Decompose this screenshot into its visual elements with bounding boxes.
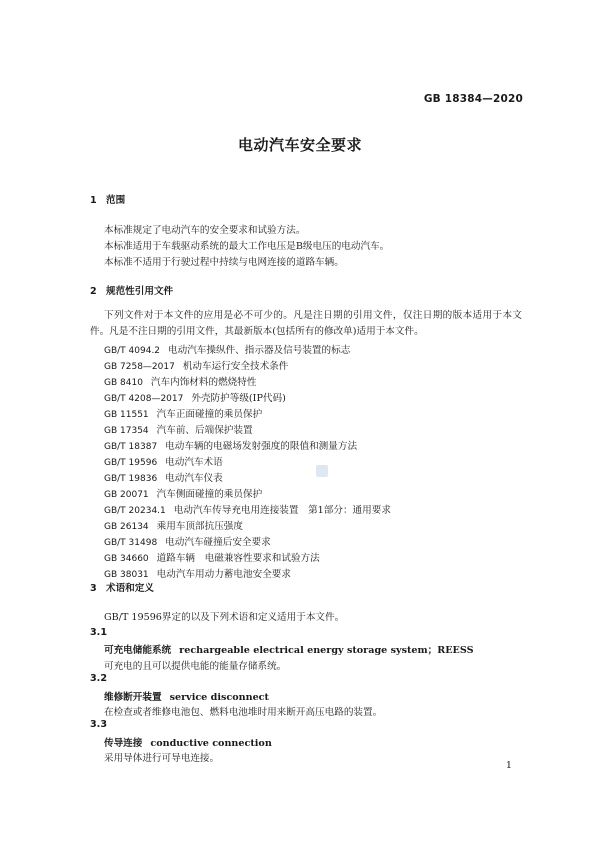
reference-item	[104, 502, 391, 516]
reference-item	[104, 390, 286, 404]
reference-title: 电动汽车碰撞后安全要求	[165, 537, 271, 548]
section-number: 2	[90, 286, 97, 297]
section-number: 3	[90, 583, 97, 594]
reference-title: 电动汽车术语	[165, 457, 223, 468]
section-heading-scope	[90, 192, 125, 206]
term-number: 3.3	[90, 719, 107, 730]
reference-code: GB/T 18387	[104, 442, 158, 452]
reference-code: GB/T 19596	[104, 458, 158, 468]
reference-title: 电动汽车仪表	[165, 473, 223, 484]
reference-title: 汽车正面碰撞的乘员保护	[156, 409, 263, 420]
document-title: 电动汽车安全要求	[237, 136, 362, 154]
section-title: 范围	[106, 195, 126, 206]
term-en: conductive connection	[150, 738, 272, 749]
reference-code: GB/T 4208—2017	[104, 394, 184, 404]
normative-references-intro: 下列文件对于本文件的应用是必不可少的。凡是注日期的引用文件，仅注日期的版本适用于本文件。凡是不注日期的引用文件，其最新版本(包括所有的修改单)适用于本文件。	[90, 310, 522, 337]
term-zh: 可充电储能系统	[104, 645, 172, 656]
term-en: rechargeable electrical energy storage system；REESS	[179, 645, 474, 656]
page-number: 1	[505, 760, 512, 771]
reference-code: GB/T 31498	[104, 538, 158, 548]
term-definition: 在检查或者维修电池包、燃料电池堆时用来断开高压电路的装置。	[104, 707, 383, 718]
reference-code: GB 26134	[104, 522, 149, 532]
reference-code: GB/T 20234.1	[104, 506, 166, 516]
section-title: 规范性引用文件	[106, 286, 174, 297]
term-entry	[104, 689, 269, 703]
term-number: 3.1	[90, 627, 107, 638]
term-definition: 采用导体进行可导电连接。	[104, 753, 220, 764]
term-entry	[104, 642, 474, 656]
term-entry	[104, 735, 272, 749]
section-heading-normative-references	[90, 283, 173, 297]
terms-intro: GB/T 19596界定的以及下列术语和定义适用于本文件。	[104, 612, 345, 623]
scope-paragraph: 本标准规定了电动汽车的安全要求和试验方法。	[104, 225, 306, 236]
reference-item	[104, 470, 223, 484]
reference-item	[104, 550, 320, 564]
reference-item	[104, 534, 271, 548]
reference-item	[104, 486, 262, 500]
watermark-mark	[316, 465, 328, 477]
scope-paragraph: 本标准不适用于行驶过程中持续与电网连接的道路车辆。	[104, 257, 344, 268]
reference-title: 电动汽车传导充电用连接装置 第1部分：通用要求	[173, 505, 391, 516]
term-definition: 可充电的且可以提供电能的能量存储系统。	[104, 661, 287, 672]
reference-item	[104, 454, 223, 468]
reference-code: GB 17354	[104, 426, 149, 436]
reference-item	[104, 438, 357, 452]
reference-item	[104, 358, 288, 372]
reference-code: GB 34660	[104, 554, 149, 564]
reference-code: GB/T 19836	[104, 474, 158, 484]
reference-title: 外壳防护等级(IP代码)	[191, 393, 286, 404]
standard-number: GB 18384—2020	[423, 93, 523, 105]
reference-title: 电动汽车操纵件、指示器及信号装置的标志	[168, 345, 351, 356]
reference-code: GB/T 4094.2	[104, 346, 161, 356]
term-zh: 维修断开装置	[104, 692, 162, 703]
term-en: service disconnect	[169, 692, 269, 703]
reference-code: GB 8410	[104, 378, 143, 388]
reference-code: GB 20071	[104, 490, 149, 500]
section-heading-terms	[90, 580, 154, 594]
reference-title: 汽车前、后端保护装置	[156, 425, 253, 436]
reference-title: 汽车内饰材料的燃烧特性	[150, 377, 257, 388]
reference-title: 机动车运行安全技术条件	[182, 361, 289, 372]
reference-item	[104, 422, 253, 436]
reference-title: 道路车辆 电磁兼容性要求和试验方法	[156, 553, 320, 564]
term-number: 3.2	[90, 673, 107, 684]
section-number: 1	[90, 195, 97, 206]
reference-code: GB 11551	[104, 410, 149, 420]
reference-item	[104, 374, 256, 388]
reference-title: 电动车辆的电磁场发射强度的限值和测量方法	[165, 441, 358, 452]
reference-title: 汽车侧面碰撞的乘员保护	[156, 489, 263, 500]
reference-code: GB 7258—2017	[104, 362, 175, 372]
reference-item	[104, 342, 350, 356]
term-zh: 传导连接	[104, 738, 143, 749]
reference-item	[104, 566, 291, 580]
reference-item	[104, 518, 243, 532]
reference-title: 电动汽车用动力蓄电池安全要求	[156, 569, 291, 580]
scope-paragraph: 本标准适用于车载驱动系统的最大工作电压是B级电压的电动汽车。	[104, 241, 390, 252]
reference-code: GB 38031	[104, 570, 149, 580]
section-title: 术语和定义	[106, 583, 154, 594]
reference-item	[104, 406, 262, 420]
reference-title: 乘用车顶部抗压强度	[156, 521, 243, 532]
